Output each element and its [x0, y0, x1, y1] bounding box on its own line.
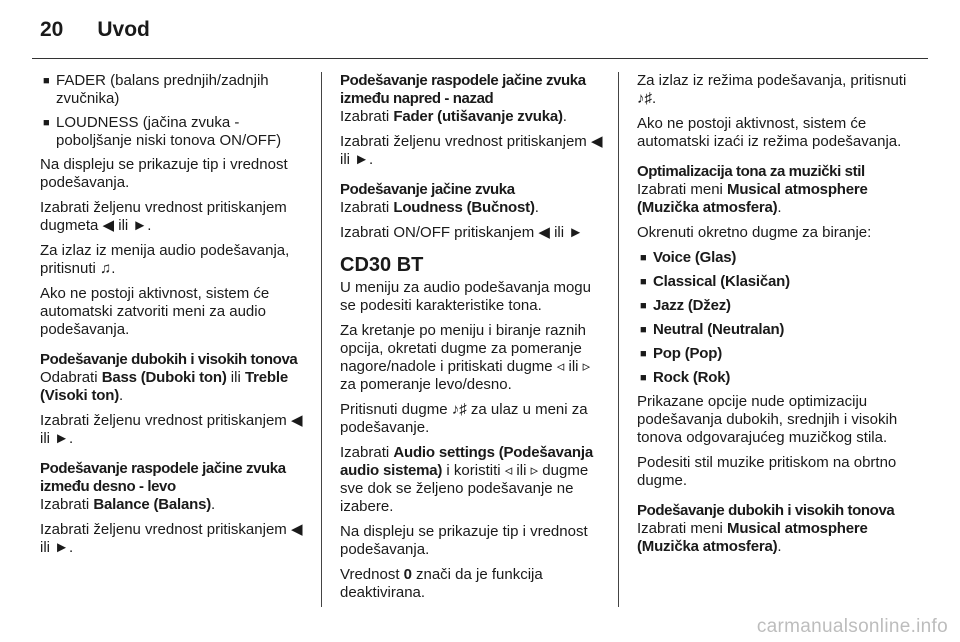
header-divider: [32, 58, 928, 59]
section-heading: Podešavanje raspodele jačine zvuka između desno - levo: [40, 460, 286, 495]
column-2: [340, 72, 610, 609]
paragraph: Podesiti stil muzike pritiskom na obrtno dugme.: [637, 454, 897, 489]
list-item: ■ Classical (Klasičan): [637, 273, 907, 291]
bullet-square-icon: ■: [640, 372, 647, 384]
paragraph: Izabrati Fader (utišavanje zvuka).: [340, 108, 567, 125]
list-item: ■ Rock (Rok): [637, 369, 907, 387]
paragraph: Izabrati željenu vrednost pritiskanjem dugmeta ◀ ili ►.: [40, 199, 287, 234]
bullet-square-icon: ■: [640, 300, 647, 312]
paragraph: Za izlaz iz režima podešavanja, pritisnuti ♪♯.: [637, 72, 907, 107]
section-heading: Podešavanje raspodele jačine zvuka između napred - nazad: [340, 72, 586, 107]
bullet-square-icon: ■: [640, 276, 647, 288]
page-number: 20: [40, 18, 64, 41]
chapter-title: Uvod: [97, 18, 150, 41]
paragraph: Ako ne postoji aktivnost, sistem će automatski zatvoriti meni za audio podešavanja.: [40, 285, 270, 338]
list-item: ■ Neutral (Neutralan): [637, 321, 907, 339]
section-heading: Podešavanje dubokih i visokih tonova: [40, 351, 298, 368]
paragraph: Na displeju se prikazuje tip i vrednost podešavanja.: [340, 523, 588, 558]
paragraph: U meniju za audio podešavanja mogu se podesiti karakteristike tona.: [340, 279, 591, 314]
section-heading: Optimalizacija tona za muzički stil: [637, 163, 865, 180]
column-3: [637, 72, 907, 563]
column-1: [40, 72, 310, 564]
paragraph: Izabrati Audio settings (Podešavanja audio sistema) i koristiti ◃ ili ▹ dugme sve dok se željeno podešavanje ne izabere.: [340, 444, 594, 515]
list-item: ■ LOUDNESS (jačina zvuka - poboljšanje niski tonova ON/OFF): [40, 114, 310, 150]
bullet-square-icon: ■: [43, 75, 50, 87]
paragraph: Izabrati željenu vrednost pritiskanjem ◀ ili ►.: [40, 521, 303, 556]
paragraph: Ako ne postoji aktivnost, sistem će automatski izaći iz režima podešavanja.: [637, 115, 902, 150]
paragraph: Izabrati Balance (Balans).: [40, 496, 216, 513]
paragraph: Izabrati meni Musical atmosphere (Muzička atmosfera).: [637, 181, 868, 216]
paragraph: Za izlaz iz menija audio podešavanja, pritisnuti ♫.: [40, 242, 290, 277]
bullet-square-icon: ■: [640, 348, 647, 360]
paragraph: Izabrati željenu vrednost pritiskanjem ◀ ili ►.: [340, 133, 603, 168]
section-heading: Podešavanje dubokih i visokih tonova: [637, 502, 895, 519]
bullet-square-icon: ■: [43, 117, 50, 129]
column-divider-2: [618, 72, 619, 607]
page-header: [40, 18, 150, 48]
paragraph: Izabrati Loudness (Bučnost).: [340, 199, 539, 216]
paragraph: Izabrati ON/OFF pritiskanjem ◀ ili ►: [340, 224, 584, 241]
bullet-square-icon: ■: [640, 324, 647, 336]
column-divider-1: [321, 72, 322, 607]
section-title: CD30 BT: [340, 254, 424, 276]
list-item: ■ Voice (Glas): [637, 249, 907, 267]
list-item: ■ FADER (balans prednjih/zadnjih zvučnika): [40, 72, 310, 108]
paragraph: Okrenuti okretno dugme za biranje:: [637, 224, 872, 241]
paragraph: Za kretanje po meniju i biranje raznih opcija, okretati dugme za pomeranje nagore/nadole i pritiskati dugme ◃ ili ▹ za pomeranje levo/desno.: [340, 322, 591, 393]
watermark: carmanualsonline.info: [756, 616, 948, 637]
paragraph: Izabrati željenu vrednost pritiskanjem ◀ ili ►.: [40, 412, 303, 447]
paragraph: Na displeju se prikazuje tip i vrednost podešavanja.: [40, 156, 288, 191]
paragraph: Izabrati meni Musical atmosphere (Muzička atmosfera).: [637, 520, 868, 555]
list-item: ■ Jazz (Džez): [637, 297, 907, 315]
list-item: ■ Pop (Pop): [637, 345, 907, 363]
paragraph: Pritisnuti dugme ♪♯ za ulaz u meni za podešavanje.: [340, 401, 588, 436]
paragraph: Prikazane opcije nude optimizaciju podešavanja dubokih, srednjih i visokih tonova odgovarajućeg muzičkog stila.: [637, 393, 898, 446]
bullet-square-icon: ■: [640, 252, 647, 264]
paragraph: Vrednost 0 znači da je funkcija deaktivirana.: [340, 566, 543, 601]
paragraph: Odabrati Bass (Duboki ton) ili Treble (Visoki ton).: [40, 369, 288, 404]
section-heading: Podešavanje jačine zvuka: [340, 181, 515, 198]
